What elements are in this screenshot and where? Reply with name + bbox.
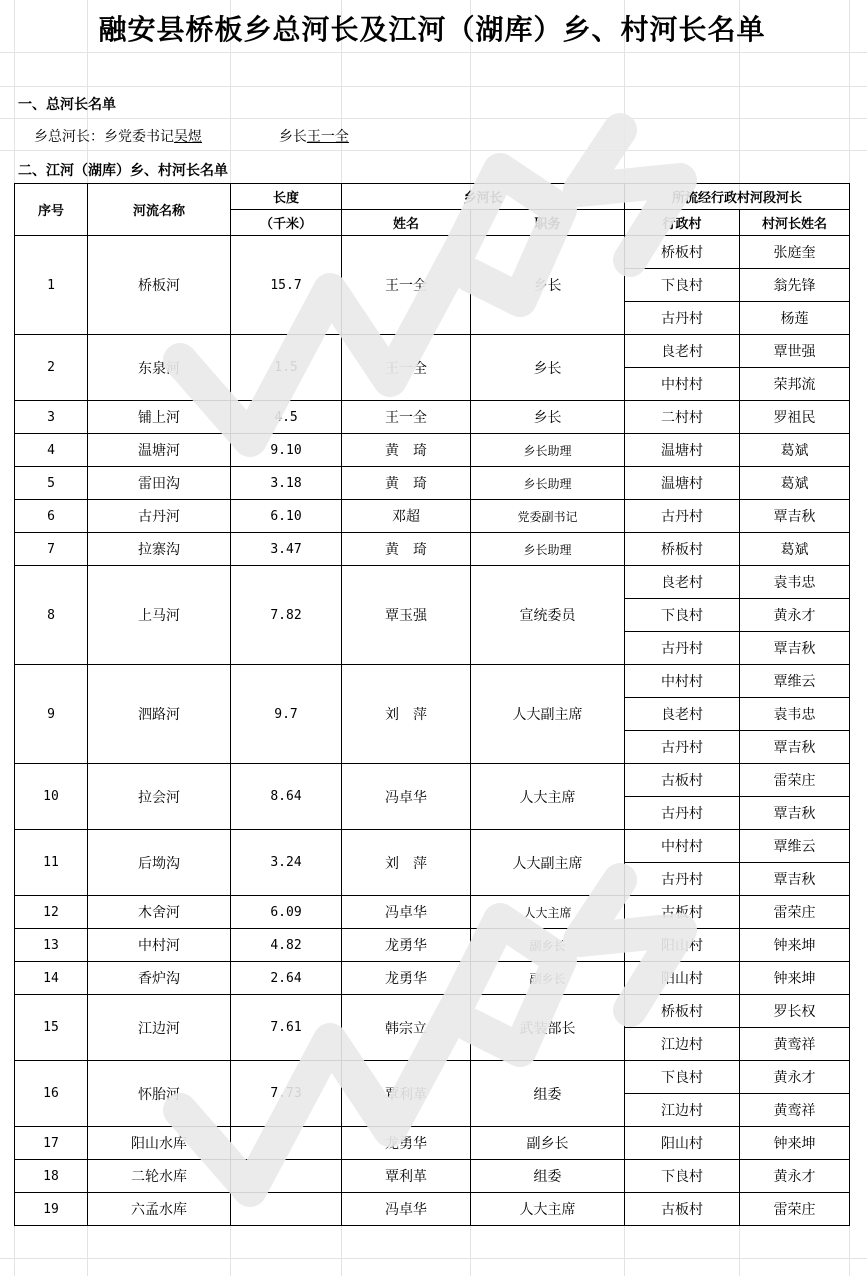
cell-village-chief: 雷荣庄 xyxy=(740,896,850,929)
cell-no: 18 xyxy=(15,1160,88,1193)
cell-village-chief: 袁韦忠 xyxy=(740,698,850,731)
cell-village: 江边村 xyxy=(625,1094,740,1127)
header-post: 职务 xyxy=(471,210,625,236)
cell-chief-name: 刘 萍 xyxy=(342,665,471,764)
table-row xyxy=(15,1061,850,1094)
cell-length: 2.64 xyxy=(231,962,342,995)
table-row xyxy=(15,500,850,533)
cell-river: 雷田沟 xyxy=(88,467,231,500)
header-town-chief: 乡河长 xyxy=(342,184,625,210)
cell-no: 12 xyxy=(15,896,88,929)
cell-village-chief: 葛斌 xyxy=(740,533,850,566)
cell-village: 二村村 xyxy=(625,401,740,434)
cell-no: 7 xyxy=(15,533,88,566)
grid-line xyxy=(0,86,867,87)
cell-no: 4 xyxy=(15,434,88,467)
cell-village-chief: 雷荣庄 xyxy=(740,1193,850,1226)
page-title: 融安县桥板乡总河长及江河（湖库）乡、村河长名单 xyxy=(98,13,766,46)
cell-village-chief: 黄鸾祥 xyxy=(740,1028,850,1061)
cell-river: 六孟水库 xyxy=(88,1193,231,1226)
cell-village-chief: 钟来坤 xyxy=(740,962,850,995)
cell-village: 古丹村 xyxy=(625,302,740,335)
cell-chief-name: 龙勇华 xyxy=(342,929,471,962)
cell-length: 7.61 xyxy=(231,995,342,1061)
cell-village-chief: 袁韦忠 xyxy=(740,566,850,599)
cell-no: 9 xyxy=(15,665,88,764)
cell-river: 温塘河 xyxy=(88,434,231,467)
cell-chief-name: 覃利革 xyxy=(342,1160,471,1193)
grid-line xyxy=(0,150,867,151)
cell-village: 桥板村 xyxy=(625,995,740,1028)
cell-chief-post: 副乡长 xyxy=(471,1127,625,1160)
cell-river: 古丹河 xyxy=(88,500,231,533)
table-row xyxy=(15,335,850,368)
table-body xyxy=(15,236,850,1226)
cell-chief-name: 王一全 xyxy=(342,236,471,335)
cell-chief-post: 宣统委员 xyxy=(471,566,625,665)
header-village-chief: 村河长姓名 xyxy=(740,210,850,236)
cell-village-chief: 张庭奎 xyxy=(740,236,850,269)
cell-no: 14 xyxy=(15,962,88,995)
cell-no: 6 xyxy=(15,500,88,533)
cell-length: 1.5 xyxy=(231,335,342,401)
mayor-label: 乡长 xyxy=(278,129,307,145)
cell-chief-name: 黄 琦 xyxy=(342,467,471,500)
header-river: 河流名称 xyxy=(88,184,231,236)
cell-village: 下良村 xyxy=(625,269,740,302)
table-row xyxy=(15,533,850,566)
cell-river: 木舍河 xyxy=(88,896,231,929)
cell-river: 泗路河 xyxy=(88,665,231,764)
chief-label: 乡总河长：乡党委书记 xyxy=(34,129,174,145)
cell-village-chief: 黄永才 xyxy=(740,599,850,632)
header-length-unit: （千米） xyxy=(231,210,342,236)
cell-river: 阳山水库 xyxy=(88,1127,231,1160)
cell-village-chief: 覃吉秋 xyxy=(740,632,850,665)
cell-village: 阳山村 xyxy=(625,1127,740,1160)
table-row xyxy=(15,566,850,599)
cell-village: 中村村 xyxy=(625,665,740,698)
cell-river: 中村河 xyxy=(88,929,231,962)
table-row xyxy=(15,830,850,863)
cell-chief-name: 冯卓华 xyxy=(342,1193,471,1226)
cell-length: 4.5 xyxy=(231,401,342,434)
cell-village: 温塘村 xyxy=(625,467,740,500)
cell-village-chief: 覃吉秋 xyxy=(740,731,850,764)
chief-line xyxy=(34,126,381,146)
cell-length xyxy=(231,1160,342,1193)
table-row xyxy=(15,896,850,929)
cell-village-chief: 钟来坤 xyxy=(740,1127,850,1160)
cell-river: 拉寨沟 xyxy=(88,533,231,566)
cell-chief-post: 乡长 xyxy=(471,236,625,335)
cell-village: 古板村 xyxy=(625,896,740,929)
grid-line xyxy=(0,118,867,119)
cell-chief-name: 覃利革 xyxy=(342,1061,471,1127)
cell-no: 13 xyxy=(15,929,88,962)
cell-chief-post: 乡长助理 xyxy=(471,467,625,500)
cell-river: 铺上河 xyxy=(88,401,231,434)
cell-village: 下良村 xyxy=(625,1061,740,1094)
cell-no: 2 xyxy=(15,335,88,401)
cell-length: 9.7 xyxy=(231,665,342,764)
cell-chief-post: 人大主席 xyxy=(471,1193,625,1226)
section-1-heading: 一、总河长名单 xyxy=(18,97,116,113)
cell-village: 下良村 xyxy=(625,599,740,632)
cell-village-chief: 黄永才 xyxy=(740,1160,850,1193)
cell-chief-post: 人大主席 xyxy=(471,764,625,830)
cell-length: 6.10 xyxy=(231,500,342,533)
cell-village: 桥板村 xyxy=(625,533,740,566)
cell-village: 良老村 xyxy=(625,698,740,731)
table-row xyxy=(15,467,850,500)
cell-length: 8.64 xyxy=(231,764,342,830)
cell-chief-name: 王一全 xyxy=(342,401,471,434)
cell-chief-name: 冯卓华 xyxy=(342,764,471,830)
cell-length: 3.24 xyxy=(231,830,342,896)
cell-village-chief: 罗祖民 xyxy=(740,401,850,434)
cell-length: 3.18 xyxy=(231,467,342,500)
cell-river: 香炉沟 xyxy=(88,962,231,995)
table-row xyxy=(15,1160,850,1193)
river-chief-table xyxy=(14,183,850,1226)
cell-chief-name: 冯卓华 xyxy=(342,896,471,929)
cell-village: 良老村 xyxy=(625,335,740,368)
cell-chief-name: 黄 琦 xyxy=(342,434,471,467)
cell-village: 古丹村 xyxy=(625,500,740,533)
cell-village-chief: 黄鸾祥 xyxy=(740,1094,850,1127)
cell-no: 15 xyxy=(15,995,88,1061)
cell-chief-post: 副乡长 xyxy=(471,929,625,962)
table-row xyxy=(15,236,850,269)
cell-village-chief: 葛斌 xyxy=(740,434,850,467)
cell-chief-name: 韩宗立 xyxy=(342,995,471,1061)
cell-village: 古丹村 xyxy=(625,797,740,830)
cell-chief-name: 黄 琦 xyxy=(342,533,471,566)
cell-no: 5 xyxy=(15,467,88,500)
cell-river: 二轮水库 xyxy=(88,1160,231,1193)
cell-river: 桥板河 xyxy=(88,236,231,335)
cell-village-chief: 杨莲 xyxy=(740,302,850,335)
cell-village: 古丹村 xyxy=(625,863,740,896)
cell-length: 3.47 xyxy=(231,533,342,566)
cell-chief-name: 龙勇华 xyxy=(342,1127,471,1160)
cell-chief-name: 龙勇华 xyxy=(342,962,471,995)
cell-length xyxy=(231,1193,342,1226)
cell-village-chief: 覃维云 xyxy=(740,830,850,863)
cell-village-chief: 覃世强 xyxy=(740,335,850,368)
table-row xyxy=(15,764,850,797)
table-row xyxy=(15,929,850,962)
cell-chief-post: 人大副主席 xyxy=(471,830,625,896)
cell-village: 阳山村 xyxy=(625,929,740,962)
grid-line xyxy=(0,52,867,53)
header-length: 长度 xyxy=(231,184,342,210)
cell-village-chief: 罗长权 xyxy=(740,995,850,1028)
cell-village: 下良村 xyxy=(625,1160,740,1193)
header-village-group: 所流经行政村河段河长 xyxy=(625,184,850,210)
cell-chief-post: 乡长助理 xyxy=(471,533,625,566)
cell-village: 阳山村 xyxy=(625,962,740,995)
cell-village: 中村村 xyxy=(625,368,740,401)
cell-chief-post: 乡长 xyxy=(471,401,625,434)
cell-no: 17 xyxy=(15,1127,88,1160)
table-row xyxy=(15,962,850,995)
cell-village: 温塘村 xyxy=(625,434,740,467)
cell-no: 16 xyxy=(15,1061,88,1127)
cell-village-chief: 钟来坤 xyxy=(740,929,850,962)
cell-length xyxy=(231,1127,342,1160)
cell-chief-post: 武装部长 xyxy=(471,995,625,1061)
table-row xyxy=(15,995,850,1028)
cell-village: 古板村 xyxy=(625,1193,740,1226)
cell-village-chief: 覃维云 xyxy=(740,665,850,698)
cell-village-chief: 翁先锋 xyxy=(740,269,850,302)
cell-chief-post: 组委 xyxy=(471,1160,625,1193)
table-row xyxy=(15,401,850,434)
cell-village: 江边村 xyxy=(625,1028,740,1061)
cell-chief-post: 乡长助理 xyxy=(471,434,625,467)
cell-length: 4.82 xyxy=(231,929,342,962)
cell-village-chief: 荣邦流 xyxy=(740,368,850,401)
cell-river: 拉会河 xyxy=(88,764,231,830)
cell-no: 8 xyxy=(15,566,88,665)
cell-no: 3 xyxy=(15,401,88,434)
mayor-name: 王一全 xyxy=(306,129,349,145)
section-2-heading: 二、江河（湖库）乡、村河长名单 xyxy=(18,163,228,179)
cell-village: 良老村 xyxy=(625,566,740,599)
cell-village-chief: 雷荣庄 xyxy=(740,764,850,797)
header-no: 序号 xyxy=(15,184,88,236)
cell-no: 1 xyxy=(15,236,88,335)
cell-village: 桥板村 xyxy=(625,236,740,269)
cell-length: 15.7 xyxy=(231,236,342,335)
cell-village-chief: 覃吉秋 xyxy=(740,797,850,830)
cell-village: 古丹村 xyxy=(625,731,740,764)
cell-village: 古板村 xyxy=(625,764,740,797)
grid-line xyxy=(0,1258,867,1259)
cell-river: 怀胎河 xyxy=(88,1061,231,1127)
cell-village-chief: 葛斌 xyxy=(740,467,850,500)
cell-length: 9.10 xyxy=(231,434,342,467)
cell-chief-post: 副乡长 xyxy=(471,962,625,995)
cell-village-chief: 覃吉秋 xyxy=(740,500,850,533)
cell-village-chief: 黄永才 xyxy=(740,1061,850,1094)
table-row xyxy=(15,1127,850,1160)
cell-village-chief: 覃吉秋 xyxy=(740,863,850,896)
cell-chief-post: 组委 xyxy=(471,1061,625,1127)
cell-no: 19 xyxy=(15,1193,88,1226)
cell-chief-name: 覃玉强 xyxy=(342,566,471,665)
cell-chief-name: 刘 萍 xyxy=(342,830,471,896)
header-village: 行政村 xyxy=(625,210,740,236)
table-row xyxy=(15,1193,850,1226)
cell-chief-name: 王一全 xyxy=(342,335,471,401)
cell-chief-post: 乡长 xyxy=(471,335,625,401)
cell-no: 11 xyxy=(15,830,88,896)
cell-river: 上马河 xyxy=(88,566,231,665)
cell-no: 10 xyxy=(15,764,88,830)
cell-chief-post: 党委副书记 xyxy=(471,500,625,533)
cell-river: 江边河 xyxy=(88,995,231,1061)
table-row xyxy=(15,434,850,467)
cell-length: 7.82 xyxy=(231,566,342,665)
header-name: 姓名 xyxy=(342,210,471,236)
cell-village: 中村村 xyxy=(625,830,740,863)
cell-length: 7.73 xyxy=(231,1061,342,1127)
cell-chief-post: 人大主席 xyxy=(471,896,625,929)
chief-name: 吴煜 xyxy=(174,129,202,145)
cell-length: 6.09 xyxy=(231,896,342,929)
cell-chief-post: 人大副主席 xyxy=(471,665,625,764)
cell-river: 后坳沟 xyxy=(88,830,231,896)
cell-river: 东泉河 xyxy=(88,335,231,401)
table-row xyxy=(15,665,850,698)
cell-chief-name: 邓超 xyxy=(342,500,471,533)
cell-village: 古丹村 xyxy=(625,632,740,665)
